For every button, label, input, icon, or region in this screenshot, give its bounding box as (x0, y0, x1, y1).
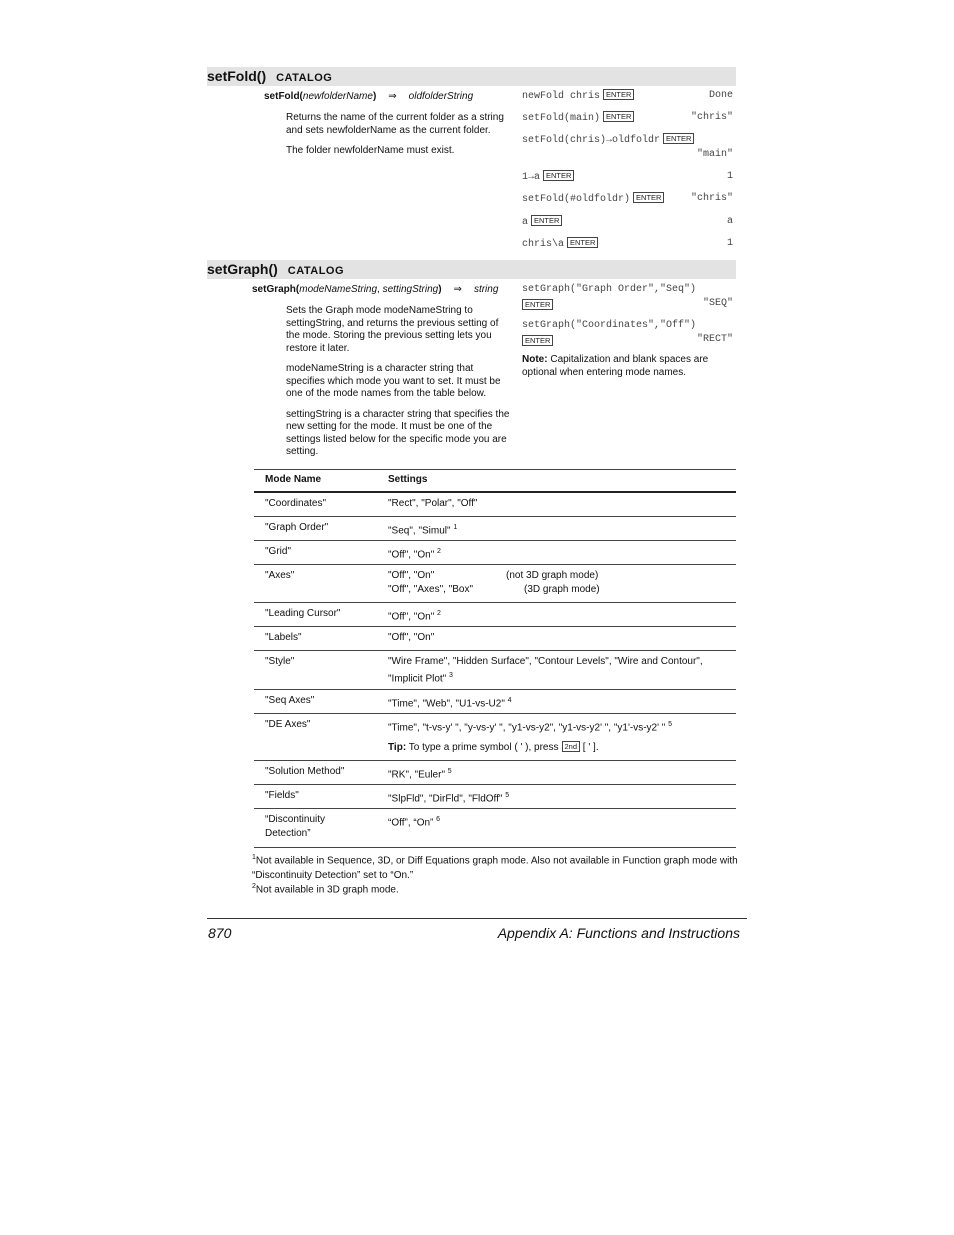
table-row (254, 761, 736, 785)
example-row (522, 89, 733, 103)
footnote-marker: 2 (437, 548, 441, 555)
footnote-number: 2 (252, 883, 256, 890)
example-row (522, 333, 733, 347)
mode-name-cell: “Discontinuity Detection” (265, 814, 326, 839)
example-input: setFold(chris)→oldfoldr (522, 135, 661, 146)
setgraph-syntax-sep: , (377, 284, 383, 295)
mode-name-cell: "Seq Axes" (265, 695, 315, 706)
table-row (254, 714, 736, 761)
example-row (522, 133, 733, 147)
note-text: Capitalization and blank spaces are optional when entering mode names. (522, 354, 709, 378)
tip-text: Tip: To type a prime symbol ( ' ), press 2nd [ ' ]. (388, 742, 599, 753)
settings-cell: "Off", "On" (388, 632, 435, 643)
table-row (254, 565, 736, 603)
footnote-marker: 4 (507, 697, 512, 704)
setgraph-syntax-arg2: settingString (382, 284, 439, 295)
example-input: a (522, 217, 529, 228)
settings-cell: "SlpFld", "DirFld", "FldOff" $^5$ (388, 792, 510, 805)
2nd-key-icon: 2nd (562, 741, 581, 752)
settings-cell: "Off", "On" $^2$ (388, 548, 441, 561)
table-row (254, 809, 736, 848)
example-input: setFold(#oldfoldr) (522, 194, 631, 205)
setgraph-desc-paragraph-2: modeNameString is a character string that specifies which mode you want to set. It must be one of the mode names from the table below. (286, 363, 501, 399)
enter-key-icon: ENTER (531, 215, 562, 226)
setgraph-syntax-arg1: modeNameString (299, 284, 378, 295)
setfold-description (286, 112, 512, 166)
table-row (254, 603, 736, 627)
mode-name-cell: "Solution Method" (265, 766, 345, 777)
page-number: 870 (208, 925, 232, 941)
footnote-marker: 5 (505, 792, 510, 799)
example-result: "RECT" (696, 334, 733, 345)
table-row (254, 690, 736, 714)
mode-name-cell: "Labels" (265, 632, 302, 643)
enter-key-icon: ENTER (567, 237, 598, 248)
setgraph-syntax-result: string (473, 284, 499, 295)
enter-key-icon: ENTER (543, 170, 574, 181)
returns-arrow-icon: ⇒ (453, 284, 462, 295)
example-input: setGraph("Graph Order","Seq") (522, 284, 697, 295)
setfold-syntax (264, 91, 473, 102)
example-row (522, 237, 733, 251)
example-result: 1 (726, 171, 733, 182)
footnote-2 (252, 880, 742, 898)
example-result: Done (708, 90, 733, 101)
mode-name-cell: "Graph Order" (265, 522, 329, 533)
enter-key-icon: ENTER (663, 133, 694, 144)
footnote-text: Not available in 3D graph mode. (255, 884, 399, 896)
table-row (254, 651, 736, 690)
settings-cell: "Rect", "Polar", "Off" (388, 498, 478, 509)
example-row (522, 170, 733, 184)
setfold-desc-paragraph-2: The folder newfolderName must exist. (286, 145, 455, 156)
example-result: "chris" (690, 193, 733, 204)
settings-cell: "Time", "Web", "U1-vs-U2" $^4$ (388, 697, 512, 710)
enter-key-icon: ENTER (633, 192, 664, 203)
example-input: chris\a (522, 239, 565, 250)
footnote-marker: 3 (449, 672, 453, 679)
example-result: "SEQ" (702, 298, 733, 309)
settings-cell: "Off", "On" (388, 570, 435, 581)
settings-note: (3D graph mode) (524, 584, 600, 595)
example-input: setGraph("Coordinates","Off") (522, 320, 697, 331)
table-row (254, 627, 736, 651)
mode-name-cell: "Style" (265, 656, 295, 667)
setgraph-section-header (207, 260, 736, 279)
table-row (254, 541, 736, 565)
example-result: "main" (696, 149, 733, 160)
settings-cell: "RK", "Euler" $^5$ (388, 768, 452, 781)
example-row (522, 297, 733, 311)
enter-key-icon: ENTER (522, 299, 553, 310)
note-label: Note: (522, 354, 548, 365)
table-header-mode-name: Mode Name (265, 474, 322, 485)
mode-name-cell: "Grid" (265, 546, 291, 557)
footnote-number: 1 (252, 854, 256, 861)
example-row (522, 283, 733, 297)
table-row (254, 493, 736, 517)
enter-key-icon: ENTER (522, 335, 553, 346)
settings-note: (not 3D graph mode) (506, 570, 599, 581)
table-header-settings: Settings (388, 474, 428, 485)
example-row (522, 215, 733, 229)
example-row (522, 111, 733, 125)
footnote-marker: 1 (453, 524, 458, 531)
settings-cell: "Seq", "Simul" $^1$ (388, 524, 458, 537)
setfold-syntax-close: ) (372, 91, 377, 102)
setgraph-desc-paragraph-1: Sets the Graph mode modeNameString to settingString, and returns the previous setting of the mode. Storing the previous setting lets you restore it later. (286, 305, 499, 354)
setgraph-note (522, 354, 727, 379)
example-row (522, 148, 733, 162)
footnote-marker: 5 (447, 768, 452, 775)
setfold-catalog-label: CATALOG (276, 72, 333, 84)
chapter-title: Appendix A: Functions and Instructions (497, 925, 740, 941)
setfold-title-text: setFold() (207, 68, 267, 84)
enter-key-icon: ENTER (603, 89, 634, 100)
setgraph-description (286, 305, 512, 467)
setfold-syntax-func: setFold( (264, 91, 303, 102)
mode-name-cell: "Fields" (265, 790, 299, 801)
example-row (522, 319, 733, 333)
example-input: 1→a (522, 172, 541, 183)
footnote-1 (252, 851, 742, 883)
settings-cell: "Wire Frame", "Hidden Surface", "Contour Levels", "Wire and Contour", "Implicit Plot" $^3$ (388, 656, 703, 685)
setfold-syntax-arg: newfolderName (302, 91, 373, 102)
example-row (522, 192, 733, 206)
setfold-section-header (207, 67, 736, 86)
settings-cell: "Time", "t-vs-y' ", "y-vs-y' ", "y1-vs-y2", "y1-vs-y2' ", "y1'-vs-y2' " $^5$ (388, 721, 673, 734)
setgraph-syntax (252, 284, 498, 295)
table-row (254, 517, 736, 541)
setgraph-syntax-close: ) (438, 284, 442, 295)
example-result: a (726, 216, 733, 227)
returns-arrow-icon: ⇒ (388, 91, 397, 102)
mode-name-cell: "Axes" (265, 570, 295, 581)
setfold-desc-paragraph-1: Returns the name of the current folder as a string and sets newfolderName as the current folder. (286, 112, 504, 136)
mode-name-cell: "DE Axes" (265, 719, 311, 730)
setfold-syntax-result: oldfolderString (408, 91, 474, 102)
settings-cell: "Off", "Axes", "Box" (388, 584, 474, 595)
footnote-marker: 2 (437, 610, 441, 617)
enter-key-icon: ENTER (603, 111, 634, 122)
example-input: setFold(main) (522, 113, 601, 124)
setgraph-title (207, 260, 344, 281)
example-input: newFold chris (522, 91, 601, 102)
setgraph-desc-paragraph-3: settingString is a character string that specifies the new setting for the mode. It must be one of the settings listed below for the specific mode you are setting. (286, 408, 510, 457)
footnote-marker: 6 (436, 816, 441, 823)
settings-cell: "Off", "On" $^2$ (388, 610, 441, 623)
setgraph-catalog-label: CATALOG (287, 265, 345, 277)
example-result: 1 (726, 238, 733, 249)
footer-divider (207, 918, 747, 919)
footnote-text: Not available in Sequence, 3D, or Diff Equations graph mode. Also not available in Function graph mode with “Discontinuity Detection” set to “On.” (252, 855, 738, 881)
table-header-row (254, 470, 736, 493)
setfold-title (207, 67, 332, 88)
example-result: "chris" (690, 112, 733, 123)
settings-cell: “Off”, “On” $^6$ (388, 816, 441, 829)
table-row (254, 785, 736, 809)
setgraph-title-text: setGraph() (207, 261, 278, 277)
mode-name-cell: "Leading Cursor" (265, 608, 341, 619)
setgraph-syntax-func: setGraph( (252, 284, 300, 295)
mode-name-cell: "Coordinates" (265, 498, 327, 509)
footnote-marker: 5 (668, 721, 673, 728)
